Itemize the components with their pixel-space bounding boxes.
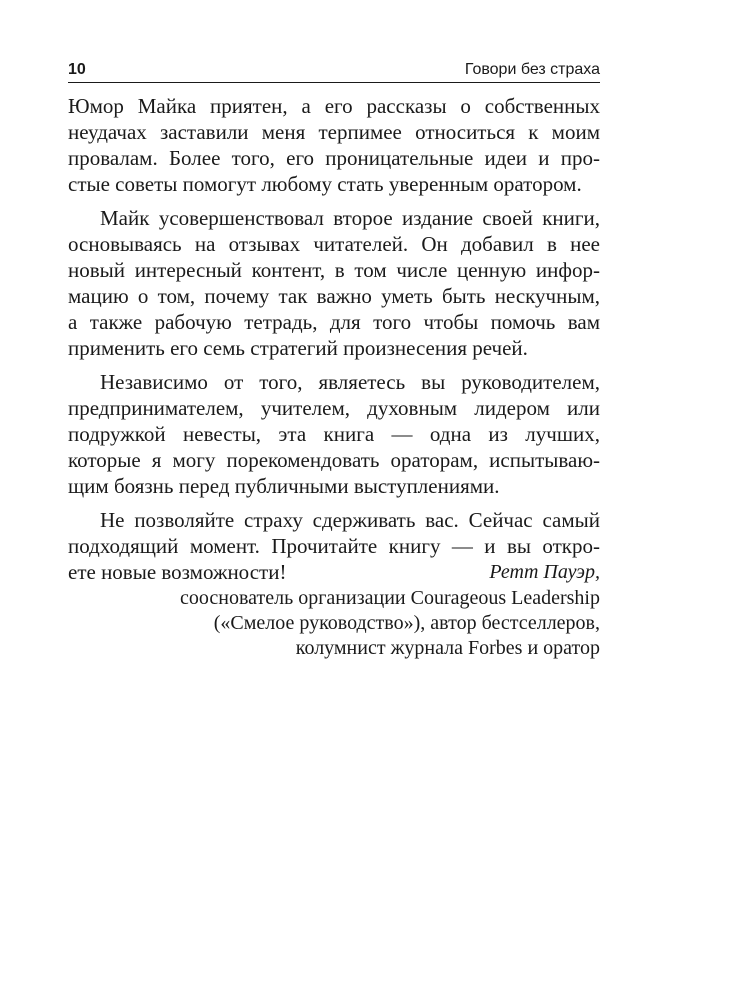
text-line: Не позволяйте страху сдерживать вас. Сейчас самый — [100, 508, 600, 532]
paragraph-1 — [68, 93, 600, 197]
text-line: мацию о том, почему так важно уметь быть нескучным, — [68, 284, 600, 308]
page-number: 10 — [68, 61, 86, 78]
author-credential-line: («Смелое руководство»), автор бестселлеров, — [213, 612, 600, 634]
text-line: Майк усовершенствовал второе издание своей книги, — [100, 206, 600, 230]
text-line: которые я могу порекомендовать ораторам, испытываю- — [68, 448, 600, 472]
text-line: Независимо от того, являетесь вы руководителем, — [100, 370, 600, 394]
text-line: Юмор Майка приятен, а его рассказы о собственных — [68, 94, 600, 118]
text-line: неудачах заставили меня терпимее относиться к моим — [68, 120, 600, 144]
paragraph-2 — [68, 205, 600, 361]
signature-block — [68, 560, 600, 661]
text-line: применить его семь стратегий произнесения речей. — [68, 336, 528, 360]
header-rule — [68, 82, 600, 83]
author-credential-line: колумнист журнала Forbes и оратор — [295, 637, 600, 659]
text-line: стые советы помогут любому стать уверенным оратором. — [68, 172, 582, 196]
text-line: подходящий момент. Прочитайте книгу — и вы откро- — [68, 534, 600, 558]
text-line: а также рабочую тетрадь, для того чтобы помочь вам — [68, 310, 600, 334]
text-line: основываясь на отзывах читателей. Он добавил в нее — [68, 232, 600, 256]
book-page — [68, 0, 600, 1000]
text-line: щим боязнь перед публичными выступлениями. — [68, 474, 500, 498]
book-title: Говори без страха — [464, 61, 600, 78]
author-name: Ретт Пауэр, — [489, 561, 600, 583]
text-line: подружкой невесты, эта книга — одна из лучших, — [68, 422, 600, 446]
text-line: новый интересный контент, в том числе ценную инфор- — [68, 258, 600, 282]
body-text — [68, 93, 600, 593]
running-head — [68, 58, 600, 82]
text-line: предпринимателем, учителем, духовным лидером или — [68, 396, 600, 420]
paragraph-3 — [68, 369, 600, 499]
author-credential-line: сооснователь организации Courageous Leadership — [180, 587, 600, 609]
text-line: ете новые возможности! — [68, 560, 287, 584]
text-line: провалам. Более того, его проницательные идеи и про- — [68, 146, 600, 170]
